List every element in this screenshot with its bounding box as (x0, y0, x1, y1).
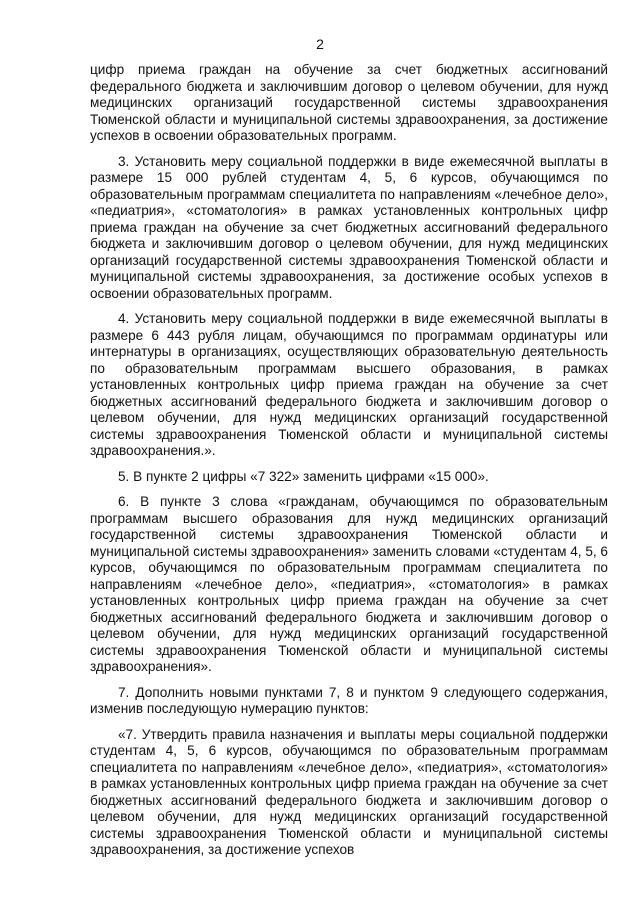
paragraph-item-7: 7. Дополнить новыми пунктами 7, 8 и пунктом 9 следующего содержания, изменив последующую нумерацию пунктов: (90, 684, 608, 716)
document-body (90, 62, 608, 868)
paragraph-item-5: 5. В пункте 2 цифры «7 322» заменить цифрами «15 000». (118, 468, 489, 484)
page-number: 2 (316, 36, 324, 52)
paragraph-item-4: 4. Установить меру социальной поддержки в виде ежемесячной выплаты в размере 6 443 рубля лицам, обучающимся по программам ординатуры или интернатуры в организациях, осуществляющих образовательную деятельность по образовательным программам высшего образования, в рамках установленных контрольных цифр приема граждан на обучение за счет бюджетных ассигнований федерального бюджета и заключившим договор о целевом обучении, для нужд медицинских организаций государственной системы здравоохранения Тюменской области и муниципальной системы здравоохранения.». (90, 311, 608, 458)
paragraph-continuation: цифр приема граждан на обучение за счет бюджетных ассигнований федерального бюджета и заключившим договор о целевом обучении, для нужд медицинских организаций государственной системы здравоохранения Тюменской области и муниципальной системы здравоохранения, за достижение успехов в освоении образовательных программ. (90, 62, 608, 143)
paragraph-item-3: 3. Установить меру социальной поддержки в виде ежемесячной выплаты в размере 15 000 рублей студентам 4, 5, 6 курсов, обучающимся по образовательным программам специалитета по направлениям «лечебное дело», «педиатрия», «стоматология» в рамках установленных контрольных цифр приема граждан на обучение за счет бюджетных ассигнований федерального бюджета и заключившим договор о целевом обучении, для нужд медицинских организаций государственной системы здравоохранения Тюменской области и муниципальной системы здравоохранения, за достижение особых успехов в освоении образовательных программ. (90, 153, 608, 301)
paragraph-quoted-item-7: «7. Утвердить правила назначения и выплаты меры социальной поддержки студентам 4, 5, 6 курсов, обучающимся по образовательным программам специалитета по направлениям «лечебное дело», «педиатрия», «стоматология» в рамках установленных контрольных цифр приема граждан на обучение за счет бюджетных ассигнований федерального бюджета и заключившим договор о целевом обучении, для нужд медицинских организаций государственной системы здравоохранения Тюменской области и муниципальной системы здравоохранения, за достижение успехов (90, 726, 608, 857)
paragraph-item-6: 6. В пункте 3 слова «гражданам, обучающимся по образовательным программам высшего образования для нужд медицинских организаций государственной системы здравоохранения Тюменской области и муниципальной системы здравоохранения» заменить словами «студентам 4, 5, 6 курсов, обучающимся по образовательным программам специалитета по направлениям «лечебное дело», «педиатрия», «стоматология» в рамках установленных контрольных цифр приема граждан на обучение за счет бюджетных ассигнований федерального бюджета и заключившим договор о целевом обучении, для нужд медицинских организаций государственной системы здравоохранения Тюменской области и муниципальной системы здравоохранения». (90, 494, 608, 674)
